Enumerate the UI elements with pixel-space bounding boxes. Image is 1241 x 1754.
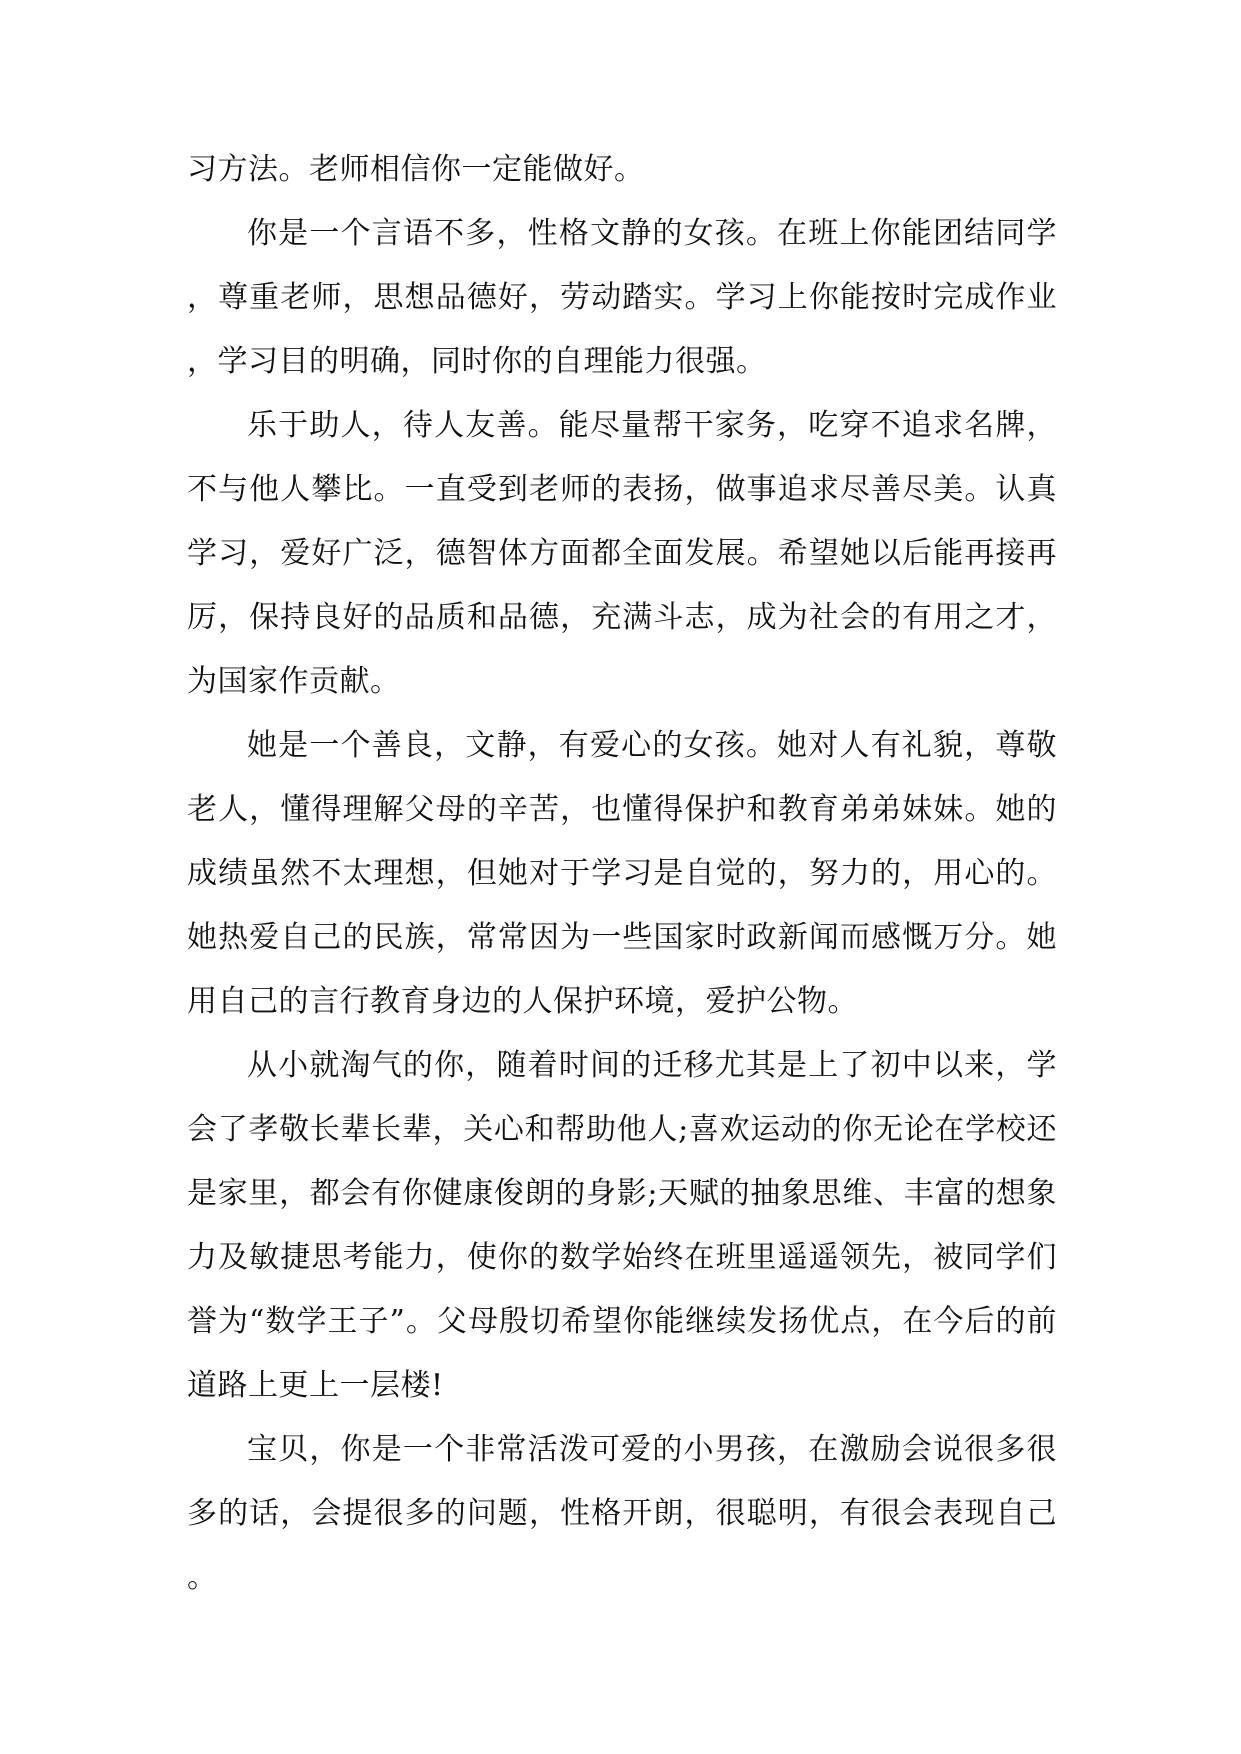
paragraph: 从小就淘气的你，随着时间的迁移尤其是上了初中以来，学会了孝敬长辈长辈，关心和帮助他人;喜欢运动的你无论在学校还是家里，都会有你健康俊朗的身影;天赋的抽象思维、丰富的想象力及敏捷思考能力，使你的数学始终在班里遥遥领先，被同学们誉为“数学王子”。父母殷切希望你能继续发扬优点，在今后的前道路上更上一层楼! [187,1048,1057,1403]
paragraph: 她是一个善良，文静，有爱心的女孩。她对人有礼貌，尊敬老人，懂得理解父母的辛苦，也懂得保护和教育弟弟妹妹。她的成绩虽然不太理想，但她对于学习是自觉的，努力的，用心的。她热爱自己的民族，常常因为一些国家时政新闻而感慨万分。她用自己的言行教育身边的人保护环境，爱护公物。 [187,728,1057,1019]
paragraph: 乐于助人，待人友善。能尽量帮干家务，吃穿不追求名牌，不与他人攀比。一直受到老师的表扬，做事追求尽善尽美。认真学习，爱好广泛，德智体方面都全面发展。希望她以后能再接再厉，保持良好的品质和品德，充满斗志，成为社会的有用之才，为国家作贡献。 [187,408,1057,699]
paragraph: 宝贝，你是一个非常活泼可爱的小男孩，在激励会说很多很多的话，会提很多的问题，性格开朗，很聪明，有很会表现自己。 [187,1432,1057,1595]
paragraph: 你是一个言语不多，性格文静的女孩。在班上你能团结同学，尊重老师，思想品德好，劳动踏实。学习上你能按时完成作业，学习目的明确，同时你的自理能力很强。 [187,216,1057,379]
paragraph: 习方法。老师相信你一定能做好。 [187,152,645,187]
document-body [187,138,1057,1610]
